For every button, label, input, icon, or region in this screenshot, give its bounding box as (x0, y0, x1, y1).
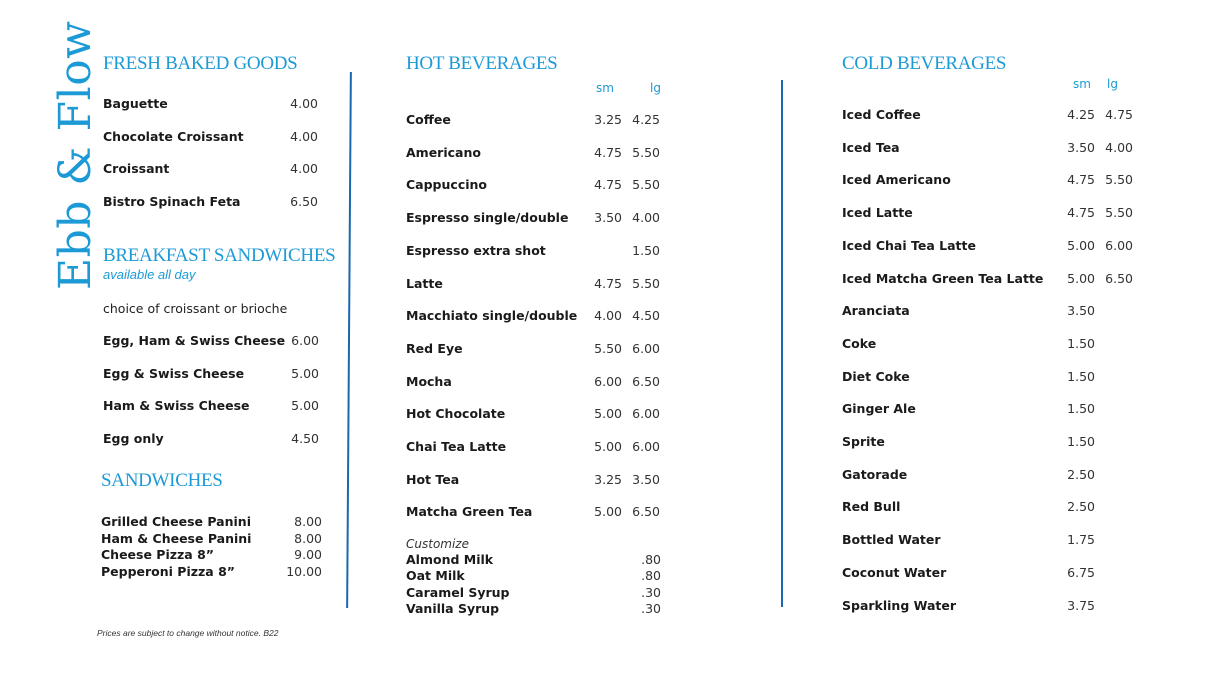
menu-item-price-sm: 3.25 (594, 112, 622, 127)
menu-item-price-lg: 5.50 (1105, 172, 1133, 188)
customize-label: Customize (406, 537, 469, 551)
menu-item-name: Aranciata (842, 303, 910, 319)
menu-item-price-lg: 6.00 (632, 406, 660, 422)
menu-item-name: Cappuccino (406, 177, 487, 193)
menu-item-price-lg: 1.50 (632, 242, 660, 258)
hot-heading: HOT BEVERAGES (406, 53, 558, 74)
menu-item-price-sm: 6.00 (594, 373, 622, 389)
menu-item-name: Iced Matcha Green Tea Latte (842, 270, 1044, 286)
menu-item-name: Sprite (842, 434, 885, 449)
menu-item-name: Egg, Ham & Swiss Cheese (103, 333, 286, 348)
cold-heading: COLD BEVERAGES (842, 53, 1007, 74)
sandwiches-heading: SANDWICHES (101, 470, 223, 491)
column-divider-left (346, 72, 351, 608)
menu-item-price: 5.00 (291, 398, 319, 414)
menu-item-price-lg: 5.50 (632, 275, 660, 291)
menu-item-name: Latte (406, 275, 443, 291)
menu-item-price-sm: 4.75 (1067, 205, 1095, 221)
menu-item-name: Mocha (406, 373, 452, 389)
menu-item-price-sm: 1.50 (1067, 368, 1095, 384)
menu-item-price-sm: 4.75 (594, 144, 622, 160)
cold-sm-label: sm (1073, 77, 1091, 91)
menu-item-price-sm: 1.75 (1067, 532, 1095, 548)
menu-item-name: Iced Coffee (842, 107, 921, 122)
menu-item-name: Vanilla Syrup (406, 601, 500, 617)
menu-item-name: Egg & Swiss Cheese (103, 365, 245, 381)
menu-item-price-sm: 2.50 (1067, 499, 1095, 515)
menu-item-price-sm: 1.50 (1067, 335, 1095, 351)
menu-item-price-sm: 5.00 (594, 406, 622, 422)
menu-item-price-sm: 5.00 (594, 504, 622, 520)
menu-item-price: .30 (641, 584, 661, 600)
menu-item-price-sm: 3.50 (594, 210, 622, 226)
menu-item-price: 10.00 (286, 563, 322, 579)
menu-item-name: Sparkling Water (842, 597, 957, 613)
bakery-heading: FRESH BAKED GOODS (103, 53, 298, 74)
menu-item-price: 4.00 (290, 161, 318, 177)
brand-title: Ebb & Flow (50, 20, 101, 290)
menu-item-price-sm: 4.75 (1067, 172, 1095, 188)
breakfast-note: choice of croissant or brioche (103, 301, 288, 316)
menu-item-price: .80 (641, 568, 661, 584)
cold-lg-label: lg (1107, 77, 1118, 91)
menu-item-name: Diet Coke (842, 368, 910, 384)
menu-item-price-sm: 5.00 (594, 439, 622, 454)
menu-item-price: 4.50 (291, 431, 319, 447)
menu-item-price-lg: 4.50 (632, 308, 660, 324)
menu-item-price: 8.00 (294, 514, 322, 529)
menu-item-name: Espresso extra shot (406, 242, 546, 258)
menu-item-price-sm: 5.50 (594, 340, 622, 356)
menu-item-price-lg: 4.00 (1105, 139, 1133, 155)
menu-item-price-sm: 5.00 (1067, 237, 1095, 253)
menu-item-name: Matcha Green Tea (406, 504, 533, 520)
menu-item-name: Gatorade (842, 466, 908, 482)
menu-item-name: Macchiato single/double (406, 308, 578, 324)
menu-item-price: 4.00 (290, 96, 318, 111)
menu-item-name: Iced Americano (842, 172, 951, 188)
menu-item-name: Chai Tea Latte (406, 439, 507, 454)
menu-item-name: Grilled Cheese Panini (101, 514, 251, 529)
menu-item-name: Coconut Water (842, 564, 947, 580)
menu-item-price-lg: 6.00 (1105, 237, 1133, 253)
menu-item-name: Bistro Spinach Feta (103, 194, 241, 210)
menu-item-name: Caramel Syrup (406, 584, 510, 600)
menu-item-price-lg: 4.25 (632, 112, 660, 127)
menu-item-price-sm: 1.50 (1067, 434, 1095, 449)
menu-item-name: Espresso single/double (406, 210, 569, 226)
menu-item-name: Cheese Pizza 8” (101, 547, 214, 562)
menu-item-name: Hot Chocolate (406, 406, 506, 422)
menu-item-price-sm: 3.50 (1067, 303, 1095, 319)
menu-item-price-lg: 5.50 (632, 144, 660, 160)
menu-item-price-sm: 3.25 (594, 471, 622, 487)
menu-item-price: 4.00 (290, 128, 318, 144)
breakfast-subtitle: available all day (103, 267, 196, 282)
menu-item-price-lg: 4.00 (632, 210, 660, 226)
menu-item-price-lg: 6.00 (632, 439, 660, 454)
menu-item-name: Ham & Swiss Cheese (103, 398, 250, 414)
menu-item-price: .30 (641, 601, 661, 617)
menu-item-price-lg: 6.50 (632, 504, 660, 520)
menu-item-name: Oat Milk (406, 568, 465, 584)
menu-item-price: 6.00 (291, 333, 319, 348)
menu-item-price-sm: 1.50 (1067, 401, 1095, 417)
menu-item-name: Almond Milk (406, 552, 494, 567)
menu-item-price-sm: 4.75 (594, 275, 622, 291)
menu-item-price-sm: 2.50 (1067, 466, 1095, 482)
menu-item-price: .80 (641, 552, 661, 567)
menu-item-price: 9.00 (294, 547, 322, 562)
menu-item-name: Hot Tea (406, 471, 460, 487)
menu-item-price: 6.50 (290, 194, 318, 210)
menu-item-price-lg: 4.75 (1105, 107, 1133, 122)
menu-item-name: Chocolate Croissant (103, 128, 244, 144)
hot-lg-label: lg (650, 81, 661, 95)
breakfast-heading: BREAKFAST SANDWICHES (103, 245, 336, 266)
menu-item-price-sm: 6.75 (1067, 564, 1095, 580)
menu-item-name: Bottled Water (842, 532, 941, 548)
menu-item-price-lg: 5.50 (1105, 205, 1133, 221)
menu-item-price: 5.00 (291, 365, 319, 381)
menu-item-price: 8.00 (294, 530, 322, 546)
menu-item-price-sm: 3.50 (1067, 139, 1095, 155)
menu-item-name: Red Bull (842, 499, 901, 515)
menu-item-name: Ham & Cheese Panini (101, 530, 252, 546)
menu-item-name: Pepperoni Pizza 8” (101, 563, 235, 579)
menu-item-name: Coke (842, 335, 877, 351)
menu-item-name: Iced Chai Tea Latte (842, 237, 976, 253)
menu-item-name: Baguette (103, 96, 168, 111)
hot-sm-label: sm (596, 81, 614, 95)
menu-item-price-sm: 4.00 (594, 308, 622, 324)
menu-item-price-lg: 6.00 (632, 340, 660, 356)
menu-item-name: Ginger Ale (842, 401, 916, 417)
menu-item-name: Egg only (103, 431, 164, 447)
menu-item-name: Red Eye (406, 340, 463, 356)
menu-item-price-lg: 6.50 (1105, 270, 1133, 286)
menu-item-price-lg: 3.50 (632, 471, 660, 487)
menu-item-price-sm: 5.00 (1067, 270, 1095, 286)
column-divider-right (781, 80, 783, 607)
menu-item-name: Iced Latte (842, 205, 913, 221)
menu-item-name: Iced Tea (842, 139, 900, 155)
menu-item-price-sm: 3.75 (1067, 597, 1095, 613)
menu-item-price-lg: 5.50 (632, 177, 660, 193)
menu-item-name: Croissant (103, 161, 170, 177)
menu-item-price-sm: 4.75 (594, 177, 622, 193)
menu-item-name: Coffee (406, 112, 451, 127)
menu-item-price-lg: 6.50 (632, 373, 660, 389)
footer-note: Prices are subject to change without notice. B22 (97, 628, 279, 638)
menu-item-name: Americano (406, 144, 481, 160)
menu-item-price-sm: 4.25 (1067, 107, 1095, 122)
